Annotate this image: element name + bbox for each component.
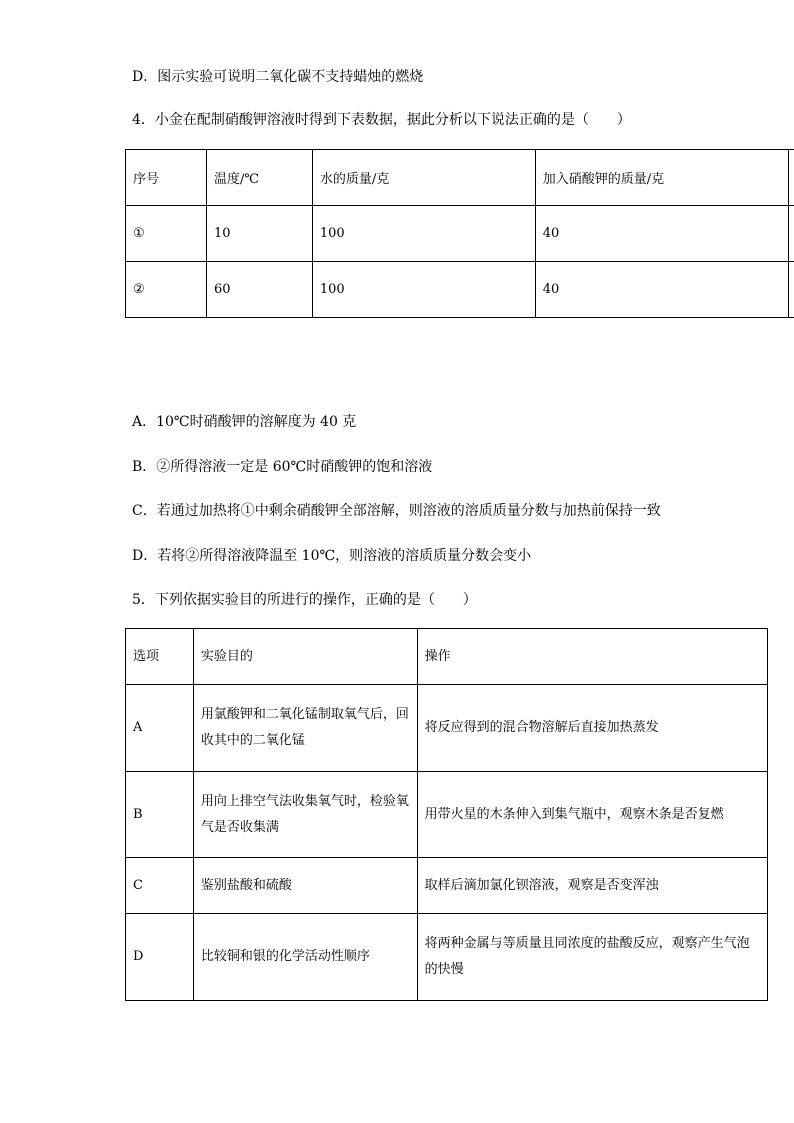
q4-option-a: A．10℃时硝酸钾的溶解度为 40 克	[132, 414, 357, 430]
table-cell: 10	[206, 206, 312, 262]
table-cell: 将反应得到的混合物溶解后直接加热蒸发	[417, 685, 767, 772]
table-header-cell: 温度/℃	[206, 150, 312, 206]
table-cell: 60	[206, 262, 312, 318]
table-cell: D	[126, 914, 194, 1001]
q4-option-d: D．若将②所得溶液降温至 10℃，则溶液的溶质质量分数会变小	[132, 548, 532, 564]
q4-stem: 4．小金在配制硝酸钾溶液时得到下表数据，据此分析以下说法正确的是（ ）	[132, 112, 631, 128]
q4-option-b: B．②所得溶液一定是 60℃时硝酸钾的饱和溶液	[132, 459, 433, 475]
table-cell: 用带火星的木条伸入到集气瓶中，观察木条是否复燃	[417, 772, 767, 858]
q3-option-d: D．图示实验可说明二氧化碳不支持蜡烛的燃烧	[132, 69, 424, 85]
table-cell: A	[126, 685, 194, 772]
table-cell: 100	[312, 206, 535, 262]
table-row	[126, 914, 768, 1001]
table-cell: 用氯酸钾和二氧化锰制取氧气后，回收其中的二氧化锰	[193, 685, 417, 772]
q4-option-c: C．若通过加热将①中剩余硝酸钾全部溶解，则溶液的溶质质量分数与加热前保持一致	[132, 503, 661, 519]
table-cell: 比较铜和银的化学活动性顺序	[193, 914, 417, 1001]
q5-stem: 5．下列依据实验目的所进行的操作，正确的是（ ）	[132, 592, 477, 608]
table-row	[126, 262, 794, 318]
q4-table	[125, 149, 794, 318]
table-header-cell: 操作	[417, 629, 767, 685]
table-cell: 将两种金属与等质量且同浓度的盐酸反应，观察产生气泡的快慢	[417, 914, 767, 1001]
table-cell: 用向上排空气法收集氧气时，检验氧气是否收集满	[193, 772, 417, 858]
table-row	[126, 772, 768, 858]
table-header-cell: 加入硝酸钾的质量/克	[535, 150, 789, 206]
table-cell: 鉴别盐酸和硫酸	[193, 858, 417, 914]
q5-table	[125, 628, 768, 1001]
table-header-cell: 实验目的	[193, 629, 417, 685]
table-cell: ①	[126, 206, 207, 262]
table-cell: 40	[535, 206, 789, 262]
table-row	[126, 685, 768, 772]
table-row	[126, 206, 794, 262]
table-header-row	[126, 629, 768, 685]
table-cell: 100	[312, 262, 535, 318]
table-cell	[789, 150, 794, 206]
table-cell: C	[126, 858, 194, 914]
table-cell: 取样后滴加氯化钡溶液，观察是否变浑浊	[417, 858, 767, 914]
table-cell: B	[126, 772, 194, 858]
table-cell: ②	[126, 262, 207, 318]
table-header-cell: 水的质量/克	[312, 150, 535, 206]
table-header-row	[126, 150, 794, 206]
table-header-cell: 序号	[126, 150, 207, 206]
table-header-cell: 选项	[126, 629, 194, 685]
table-cell	[789, 206, 794, 262]
table-row	[126, 858, 768, 914]
table-cell: 40	[535, 262, 789, 318]
table-cell	[789, 262, 794, 318]
